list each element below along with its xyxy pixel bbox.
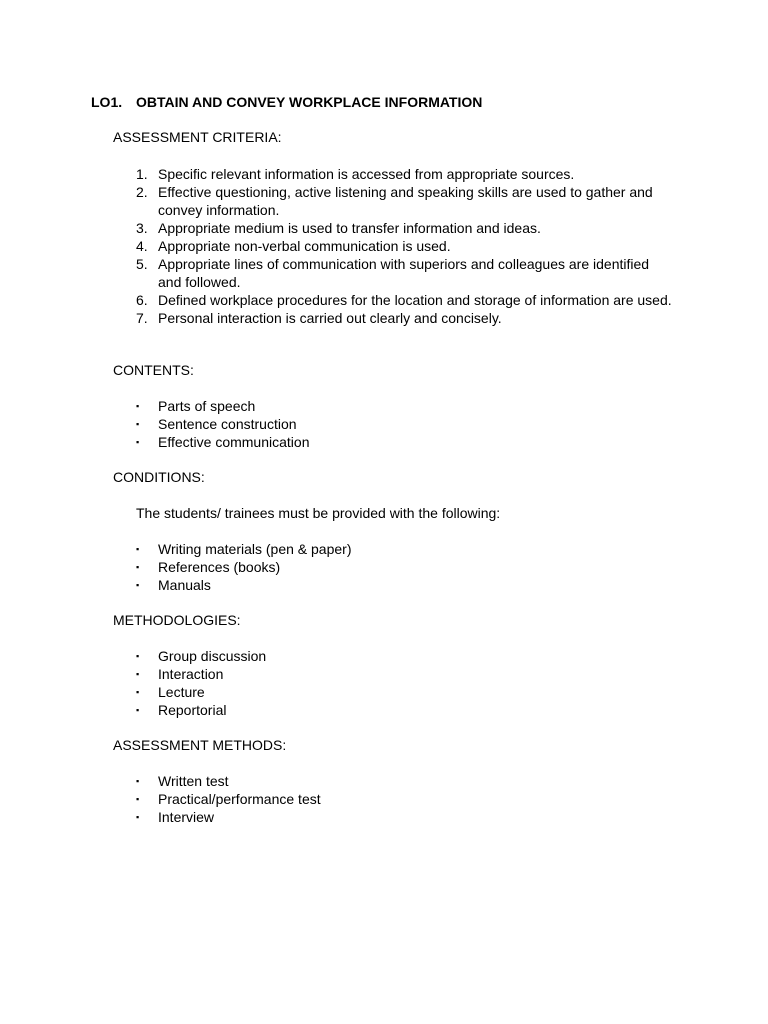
bullet-icon: ▪ [136,794,140,804]
list-number: 5. [136,256,148,272]
list-number: 3. [136,220,148,236]
list-item-text: Manuals [158,577,211,593]
list-item [136,291,676,309]
bullet-icon: ▪ [136,437,140,447]
list-item [136,558,676,576]
list-item-text: Specific relevant information is accessed from appropriate sources. [158,166,575,182]
methodologies-list [136,647,676,719]
methodologies-heading: METHODOLOGIES: [113,612,241,628]
list-item [136,576,676,594]
list-item [136,808,676,826]
list-item [136,772,676,790]
learning-outcome-number: LO1. [91,94,123,110]
list-item-text: Parts of speech [158,398,256,414]
assessment-methods-list [136,772,676,826]
bullet-icon: ▪ [136,705,140,715]
list-number: 4. [136,238,148,254]
list-item-text: Defined workplace procedures for the location and storage of information are used. [158,292,672,308]
conditions-heading: CONDITIONS: [113,469,205,485]
list-item-text: Writing materials (pen & paper) [158,541,352,557]
list-number: 2. [136,184,148,200]
list-item [136,790,676,808]
list-item [136,309,676,327]
list-item [136,683,676,701]
list-item-text: Group discussion [158,648,267,664]
bullet-icon: ▪ [136,562,140,572]
list-item-text: Effective questioning, active listening and speaking skills are used to gather and convey information. [158,184,653,218]
list-item [136,165,676,183]
list-item [136,665,676,683]
list-number: 1. [136,166,148,182]
list-number: 7. [136,310,148,326]
list-item [136,237,676,255]
list-item-text: Effective communication [158,434,310,450]
list-item [136,433,676,451]
list-item [136,183,676,219]
list-item-text: Lecture [158,684,205,700]
list-item-text: Written test [158,773,229,789]
list-item [136,219,676,237]
list-item [136,701,676,719]
list-item-text: Sentence construction [158,416,297,432]
bullet-icon: ▪ [136,544,140,554]
list-item-text: Interaction [158,666,224,682]
contents-heading: CONTENTS: [113,362,194,378]
bullet-icon: ▪ [136,812,140,822]
assessment-methods-heading: ASSESSMENT METHODS: [113,737,287,753]
assessment-criteria-list [136,165,676,327]
list-item-text: Reportorial [158,702,227,718]
list-number: 6. [136,292,148,308]
learning-outcome-title [91,94,482,110]
bullet-icon: ▪ [136,669,140,679]
bullet-icon: ▪ [136,580,140,590]
list-item [136,397,676,415]
bullet-icon: ▪ [136,687,140,697]
bullet-icon: ▪ [136,776,140,786]
list-item-text: Interview [158,809,215,825]
list-item-text: Practical/performance test [158,791,321,807]
list-item-text: Appropriate lines of communication with superiors and colleagues are identified and followed. [158,256,650,290]
bullet-icon: ▪ [136,651,140,661]
list-item-text: Personal interaction is carried out clearly and concisely. [158,310,502,326]
conditions-intro: The students/ trainees must be provided with the following: [136,505,501,521]
bullet-icon: ▪ [136,401,140,411]
list-item [136,540,676,558]
list-item-text: References (books) [158,559,281,575]
list-item-text: Appropriate non-verbal communication is used. [158,238,451,254]
assessment-criteria-heading: ASSESSMENT CRITERIA: [113,129,282,145]
list-item [136,255,676,291]
conditions-list [136,540,676,594]
list-item [136,415,676,433]
contents-list [136,397,676,451]
list-item [136,647,676,665]
learning-outcome-text: OBTAIN AND CONVEY WORKPLACE INFORMATION [136,94,483,110]
bullet-icon: ▪ [136,419,140,429]
list-item-text: Appropriate medium is used to transfer information and ideas. [158,220,541,236]
